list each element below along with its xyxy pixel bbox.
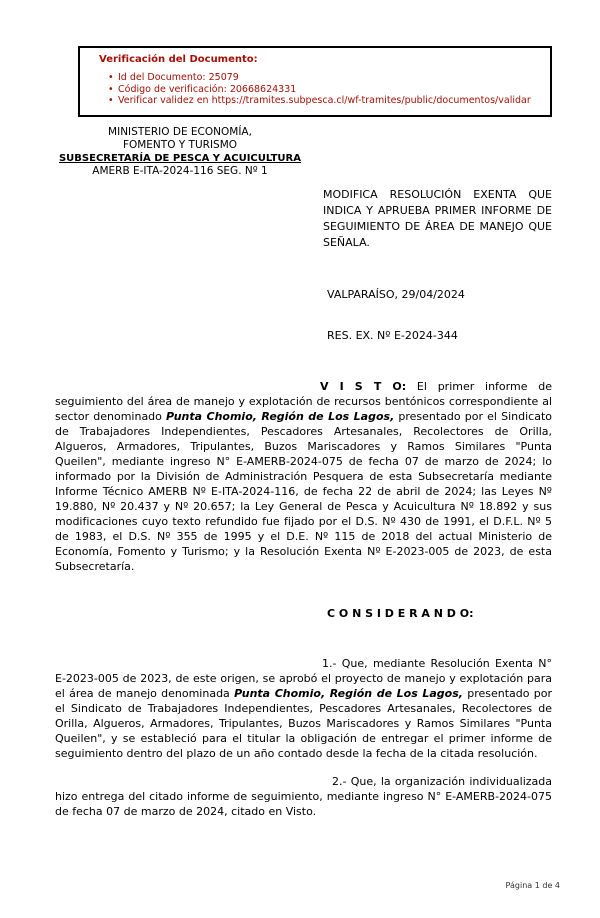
item1-segment2: presentado por el Sindicato de Trabajadores Independientes, Pescadores Artesanales, Recolectores de Orilla, Algueros, Armadores, Tripulantes, Buzos Mariscadores y Ramos Similares "Punta Queilen", y se estableció para el titular la obligación de entregar el primer informe de seguimiento dentro del plazo de un año contado desde la fecha de la citada resolución. — [55, 686, 553, 760]
resolution-subject: MODIFICA RESOLUCIÓN EXENTA QUE INDICA Y APRUEBA PRIMER INFORME DE SEGUIMIENTO DE ÁREA DE MANEJO QUE SEÑALA. — [323, 187, 552, 249]
page-number-indicator: Página 1 de 4 — [505, 881, 560, 890]
resolution-number: RES. EX. Nº E-2024-344 — [327, 328, 458, 342]
letterhead-ministry-line1: MINISTERIO DE ECONOMÍA, — [108, 125, 252, 138]
letterhead-reference: AMERB E-ITA-2024-116 SEG. Nº 1 — [92, 164, 268, 177]
verification-box — [78, 46, 552, 117]
visto-area-name: Punta Chomio, Región de Los Lagos, — [166, 409, 395, 423]
item1-area-name: Punta Chomio, Región de Los Lagos, — [234, 686, 463, 700]
verification-item-document-id: • Id del Documento: 25079 — [108, 72, 540, 84]
letterhead-subsecretaria: SUBSECRETARÍA DE PESCA Y ACUICULTURA — [58, 152, 301, 164]
verification-item-url: • Verificar validez en https://tramites.subpesca.cl/wf-tramites/public/documentos/validar — [108, 95, 540, 107]
visto-segment1: El primer informe de seguimiento del área de manejo y explotación de recursos bentónicos correspondiente al sector denominado — [55, 379, 552, 423]
item1-segment1: 1.- Que, mediante Resolución Exenta N° E-2023-005 de 2023, de este origen, se aprobó el proyecto de manejo y explotación para el área de manejo denominada — [55, 656, 552, 700]
place-and-date: VALPARAÍSO, 29/04/2024 — [327, 287, 465, 301]
considerando-item-1 — [55, 656, 552, 761]
visto-segment2: presentado por el Sindicato de Trabajadores Independientes, Pescadores Artesanales, Recolectores de Orilla, Algueros, Armadores, Tripulantes, Buzos Mariscadores y Ramos Similares "Punta Queilen", mediante ingreso N° E-AMERB-2024-075 de fecha 07 de marzo de 2024; lo informado por la División de Administración Pesquera de esta Subsecretaría mediante Informe Técnico AMERB Nº E-ITA-2024-116, de fecha 22 de abril de 2024; las Leyes Nº 19.880, Nº 20.437 y Nº 20.657; la Ley General de Pesca y Acuicultura Nº 18.892 y sus modificaciones cuyo texto refundido fue fijado por el D.S. Nº 430 de 1991, el D.F.L. Nº 5 de 1983, el D.S. Nº 355 de 1995 y el D.E. Nº 115 de 2018 del actual Ministerio de Economía, Fomento y Turismo; y la Resolución Exenta Nº E-2023-005 de 2023, de esta Subsecretaría. — [55, 409, 552, 573]
considerando-heading: C O N S I D E R A N D O: — [327, 606, 474, 620]
letterhead-ministry-line2: FOMENTO Y TURISMO — [122, 138, 238, 151]
verification-box-title: Verificación del Documento: — [99, 54, 258, 65]
verification-list — [99, 72, 540, 107]
visto-paragraph — [55, 379, 552, 574]
verification-item-code: • Código de verificación: 20668624331 — [108, 84, 540, 96]
letterhead — [55, 126, 305, 178]
considerando-item-2: 2.- Que, la organización individualizada hizo entrega del citado informe de seguimiento, mediante ingreso N° E-AMERB-2024-075 de fecha 07 de marzo de 2024, citado en Visto. — [55, 774, 552, 818]
visto-label: V I S T O: — [320, 379, 407, 393]
